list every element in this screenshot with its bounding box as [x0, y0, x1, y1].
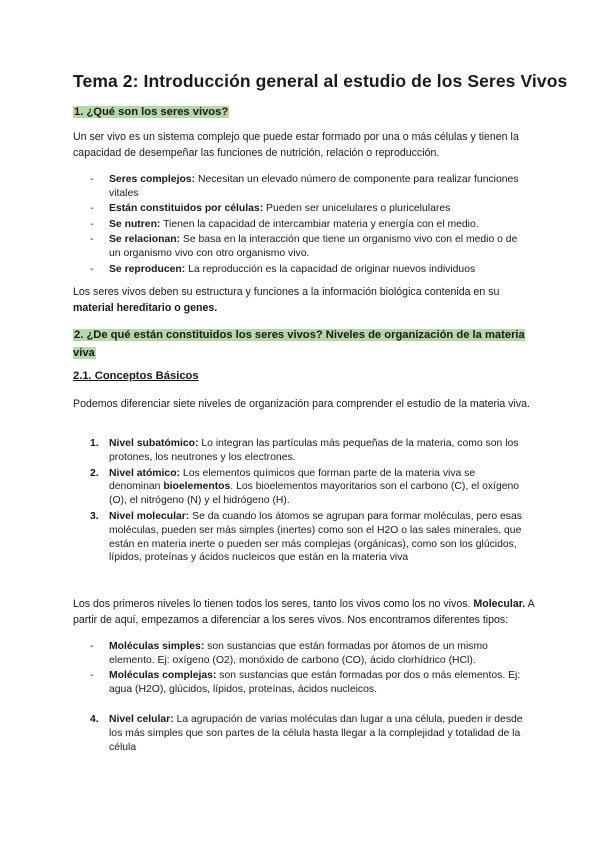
- section-2-intro: Podemos diferenciar siete niveles de organización para comprender el estudio de la materia viva.: [73, 398, 530, 410]
- level-item: [90, 713, 525, 754]
- item-term: Moléculas complejas:: [109, 670, 217, 682]
- level-number: 2.: [90, 467, 99, 479]
- level-term: Nivel subatómico:: [109, 438, 199, 449]
- level-text: Los elementos químicos que forman parte de la materia viva se denominan: [109, 467, 476, 493]
- item-text: Se basa en la interacción que tiene un organismo vivo con el medio o de un organismo vivo con otro organismo vivo.: [109, 234, 518, 259]
- section-1-intro: Un ser vivo es un sistema complejo que puede estar formado por una o más células y tienen la capacidad de desempeñar las funciones de nutrición, relación o reproducción.: [73, 131, 519, 159]
- level-text: Se da cuando los átomos se agrupan para formar moléculas, pero esas moléculas, pueden ser más simples (inertes) como son el H2O o las sales minerales, que están en materia inerte o pueden ser más complejas (orgánicas), como son los glúcidos, lípidos, proteínas y ácidos nucleicos que están en la materia viva: [109, 510, 522, 564]
- section-1-heading-text: 1. ¿Qué son los seres vivos?: [74, 106, 229, 118]
- item-term: Se nutren:: [109, 218, 161, 230]
- level-text: Lo integran las partículas más pequeñas de la materia, como son los protones, los neutrones y los electrones.: [109, 438, 519, 463]
- list-item: [90, 233, 525, 260]
- level-term: Nivel celular:: [109, 714, 174, 725]
- item-text: La reproducción es la capacidad de originar nuevos individuos: [185, 263, 476, 275]
- level-term: Nivel molecular:: [109, 510, 190, 522]
- level-bold: bioelementos: [163, 481, 231, 493]
- item-text: Tienen la capacidad de intercambiar materia y energía con el medio.: [160, 218, 479, 230]
- section-2-1-heading: 2.1. Conceptos Básicos: [73, 370, 199, 382]
- document-title: Tema 2: Introducción general al estudio de los Seres Vivos: [73, 71, 568, 91]
- levels-list: [90, 437, 525, 567]
- section-1-closing: [73, 285, 533, 316]
- section-2-heading-text: 2. ¿De qué están constituidos los seres vivos? Niveles de organización de la materia viva: [73, 329, 525, 359]
- list-item: [90, 173, 525, 200]
- levels-list-continued: [90, 713, 525, 756]
- item-term: Se reproducen:: [109, 263, 186, 275]
- list-item: [90, 669, 525, 696]
- item-text: Pueden ser unicelulares o pluricelulares: [263, 203, 451, 215]
- level-number: 4.: [90, 714, 99, 725]
- item-term: Moléculas simples:: [109, 641, 205, 652]
- levels-paragraph: [73, 597, 543, 628]
- item-term: Seres complejos:: [109, 174, 196, 185]
- level-item: [90, 467, 525, 508]
- paragraph-text: A partir de aquí, empezamos a diferenciar a los seres vivos. Nos encontramos diferentes tipos:: [73, 598, 535, 626]
- list-item: [90, 263, 525, 277]
- paragraph-bold: Molecular.: [473, 598, 526, 610]
- section-2-heading: [73, 325, 528, 361]
- closing-text: Los seres vivos deben su estructura y funciones a la información biológica contenida en su: [73, 286, 500, 298]
- item-term: Se relacionan:: [109, 234, 181, 246]
- item-text: son sustancias que están formadas por dos o más elementos. Ej: agua (H2O), glúcidos, lípidos, proteínas, ácidos nucleicos.: [109, 670, 521, 695]
- level-number: 1.: [90, 438, 99, 449]
- closing-bold: material hereditario o genes.: [73, 301, 218, 314]
- list-item: [90, 640, 525, 667]
- section-1-heading: [73, 102, 229, 120]
- molecules-list: [90, 640, 525, 698]
- level-item: [90, 510, 525, 565]
- level-term: Nivel atómico:: [109, 467, 181, 479]
- paragraph-text: Los dos primeros niveles lo tienen todos los seres, tanto los vivos como los no vivos.: [73, 598, 474, 610]
- list-item: [90, 218, 525, 232]
- list-item: [90, 202, 525, 216]
- item-text: Necesitan un elevado número de componente para realizar funciones vitales: [109, 174, 519, 199]
- characteristics-list: [90, 173, 525, 278]
- level-number: 3.: [90, 510, 99, 522]
- level-text: . Los bioelementos mayoritarios son el carbono (C), el oxígeno (O), el nitrógeno (N) y el hidrógeno (H).: [109, 481, 520, 507]
- item-text: son sustancias que están formadas por átomos de un mismo elemento. Ej: oxígeno (O2), monóxido de carbono (CO), ácido clorhídrico (HCl).: [109, 641, 488, 666]
- level-text: La agrupación de varias moléculas dan lugar a una célula, pueden ir desde los más simples que son partes de la célula hasta llegar a la complejidad y totalidad de la célula: [109, 714, 523, 753]
- level-item: [90, 437, 525, 465]
- item-term: Están constituidos por células:: [109, 203, 264, 215]
